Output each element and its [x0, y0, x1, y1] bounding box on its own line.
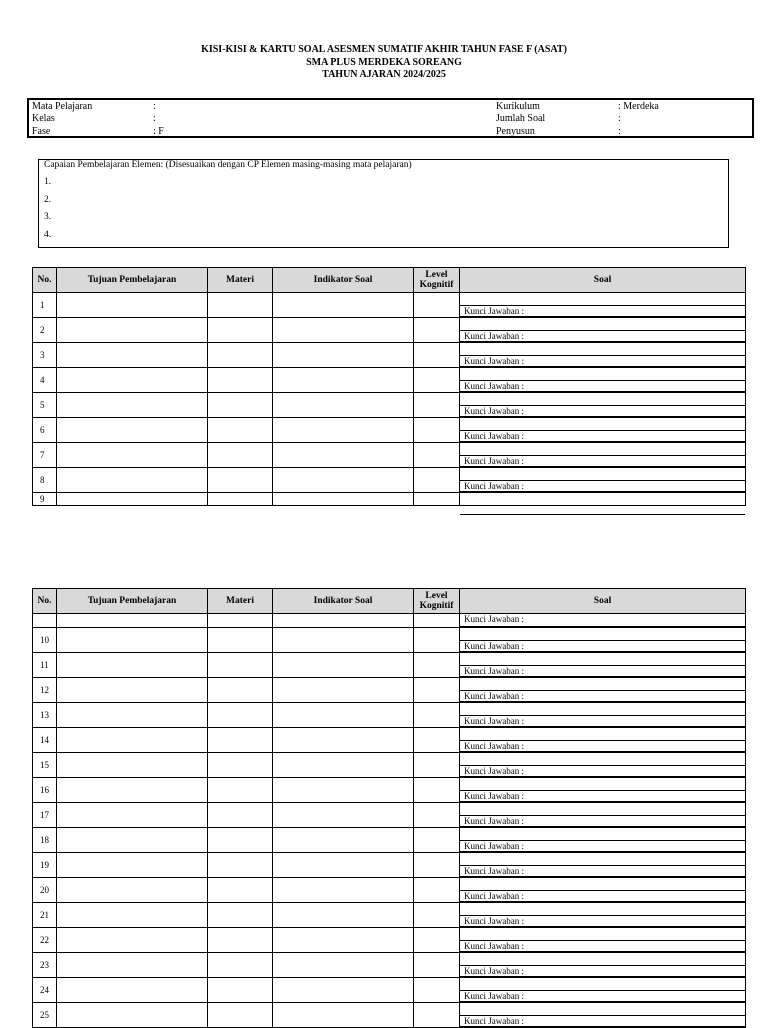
header-title: KISI-KISI & KARTU SOAL ASESMEN SUMATIF AKHIR TAHUN FASE F (ASAT) [201, 44, 567, 55]
soal-cell[interactable] [460, 493, 746, 506]
header-school: SMA PLUS MERDEKA SOREANG [306, 56, 462, 68]
row-number: 7 [33, 443, 57, 468]
level-kognitif-cell[interactable] [414, 393, 460, 418]
indikator-soal-cell[interactable] [273, 614, 414, 628]
indikator-soal-cell[interactable] [273, 318, 414, 343]
kunci-jawaban-label: Kunci Jawaban : [464, 866, 524, 876]
level-kognitif-cell[interactable] [414, 678, 460, 703]
indikator-soal-cell[interactable] [273, 978, 414, 1003]
materi-cell[interactable] [208, 878, 273, 903]
capaian-pembelajaran-box [38, 159, 729, 248]
kunci-jawaban-label: Kunci Jawaban : [464, 791, 524, 801]
mata-pelajaran-value: : [153, 101, 156, 112]
col-materi-header: Materi [208, 589, 273, 614]
cp-item-1: 1. [44, 177, 52, 187]
tujuan-pembelajaran-cell[interactable] [57, 343, 208, 368]
kurikulum-label: Kurikulum [496, 101, 540, 112]
soal-cell[interactable] [460, 468, 746, 493]
level-kognitif-cell[interactable] [414, 978, 460, 1003]
indikator-soal-cell[interactable] [273, 493, 414, 506]
table-row [33, 778, 746, 803]
row-number: 13 [33, 703, 57, 728]
tujuan-pembelajaran-cell[interactable] [57, 418, 208, 443]
row-number: 20 [33, 878, 57, 903]
kunci-jawaban-label: Kunci Jawaban : [464, 966, 524, 976]
table-row [33, 928, 746, 953]
kunci-jawaban-label: Kunci Jawaban : [464, 456, 524, 466]
kunci-jawaban-label: Kunci Jawaban : [464, 356, 524, 366]
indikator-soal-cell[interactable] [273, 703, 414, 728]
kelas-value: : [153, 113, 156, 124]
row-number: 22 [33, 928, 57, 953]
level-kognitif-cell[interactable] [414, 443, 460, 468]
col-soal-header: Soal [460, 589, 746, 614]
fase-label: Fase [32, 126, 51, 137]
materi-cell[interactable] [208, 853, 273, 878]
soal-cell[interactable] [460, 628, 746, 653]
materi-cell[interactable] [208, 628, 273, 653]
tujuan-pembelajaran-cell[interactable] [57, 978, 208, 1003]
materi-cell[interactable] [208, 778, 273, 803]
col-indikator-header: Indikator Soal [273, 589, 414, 614]
table-row [33, 803, 746, 828]
materi-cell[interactable] [208, 653, 273, 678]
materi-cell[interactable] [208, 293, 273, 318]
row-number: 4 [33, 368, 57, 393]
penyusun-value: : [618, 126, 621, 137]
level-kognitif-cell[interactable] [414, 778, 460, 803]
table-row [33, 628, 746, 653]
level-kognitif-cell[interactable] [414, 903, 460, 928]
tujuan-pembelajaran-cell[interactable] [57, 778, 208, 803]
identity-box [27, 98, 754, 138]
tujuan-pembelajaran-cell[interactable] [57, 368, 208, 393]
soal-cell[interactable] [460, 903, 746, 928]
level-kognitif-cell[interactable] [414, 728, 460, 753]
soal-cell[interactable] [460, 343, 746, 368]
tujuan-pembelajaran-cell[interactable] [57, 393, 208, 418]
soal-cell[interactable] [460, 978, 746, 1003]
tujuan-pembelajaran-cell[interactable] [57, 628, 208, 653]
penyusun-label: Penyusun [496, 126, 535, 137]
kunci-jawaban-label: Kunci Jawaban : [464, 614, 524, 624]
table-row [33, 978, 746, 1003]
table-row [33, 728, 746, 753]
level-kognitif-cell[interactable] [414, 878, 460, 903]
materi-cell[interactable] [208, 728, 273, 753]
soal-cell[interactable] [460, 678, 746, 703]
table-row [33, 493, 746, 506]
level-kognitif-cell[interactable] [414, 703, 460, 728]
row-number: 8 [33, 468, 57, 493]
mata-pelajaran-label: Mata Pelajaran [32, 101, 93, 112]
kunci-jawaban-label: Kunci Jawaban : [464, 716, 524, 726]
table-row [33, 443, 746, 468]
indikator-soal-cell[interactable] [273, 953, 414, 978]
tujuan-pembelajaran-cell[interactable] [57, 928, 208, 953]
materi-cell[interactable] [208, 928, 273, 953]
indikator-soal-cell[interactable] [273, 368, 414, 393]
kunci-jawaban-label: Kunci Jawaban : [464, 481, 524, 491]
level-kognitif-cell[interactable] [414, 418, 460, 443]
soal-cell[interactable] [460, 853, 746, 878]
jumlah-soal-value: : [618, 113, 621, 124]
materi-cell[interactable] [208, 678, 273, 703]
tujuan-pembelajaran-cell[interactable] [57, 903, 208, 928]
indikator-soal-cell[interactable] [273, 753, 414, 778]
soal-cell[interactable] [460, 614, 746, 628]
tujuan-pembelajaran-cell[interactable] [57, 753, 208, 778]
level-kognitif-cell[interactable] [414, 828, 460, 853]
tujuan-pembelajaran-cell[interactable] [57, 493, 208, 506]
kunci-jawaban-label: Kunci Jawaban : [464, 691, 524, 701]
kunci-jawaban-label: Kunci Jawaban : [464, 841, 524, 851]
level-kognitif-cell[interactable] [414, 853, 460, 878]
table-row [33, 393, 746, 418]
table-row [33, 653, 746, 678]
soal-divider [460, 1026, 745, 1027]
kunci-jawaban-label: Kunci Jawaban : [464, 666, 524, 676]
indikator-soal-cell[interactable] [273, 803, 414, 828]
level-kognitif-cell[interactable] [414, 653, 460, 678]
level-kognitif-cell[interactable] [414, 953, 460, 978]
tujuan-pembelajaran-cell[interactable] [57, 468, 208, 493]
kisi-kisi-table-2 [32, 588, 746, 1028]
kunci-jawaban-label: Kunci Jawaban : [464, 766, 524, 776]
tujuan-pembelajaran-cell[interactable] [57, 828, 208, 853]
tujuan-pembelajaran-cell[interactable] [57, 703, 208, 728]
table-row [33, 678, 746, 703]
level-kognitif-cell[interactable] [414, 493, 460, 506]
soal-cell[interactable] [460, 293, 746, 318]
materi-cell[interactable] [208, 803, 273, 828]
materi-cell[interactable] [208, 468, 273, 493]
tujuan-pembelajaran-cell[interactable] [57, 853, 208, 878]
indikator-soal-cell[interactable] [273, 628, 414, 653]
row-number: 17 [33, 803, 57, 828]
kunci-jawaban-label: Kunci Jawaban : [464, 306, 524, 316]
materi-cell[interactable] [208, 753, 273, 778]
level-kognitif-cell[interactable] [414, 928, 460, 953]
table-row [33, 293, 746, 318]
table-row [33, 853, 746, 878]
kurikulum-value: : Merdeka [618, 101, 659, 112]
row-number: 10 [33, 628, 57, 653]
soal-cell[interactable] [460, 778, 746, 803]
kisi-kisi-table-1 [32, 267, 746, 506]
level-kognitif-cell[interactable] [414, 318, 460, 343]
level-kognitif-cell[interactable] [414, 368, 460, 393]
col-soal-header: Soal [460, 268, 746, 293]
soal-cell[interactable] [460, 393, 746, 418]
tujuan-pembelajaran-cell[interactable] [57, 653, 208, 678]
tujuan-pembelajaran-cell[interactable] [57, 803, 208, 828]
cp-title: Capaian Pembelajaran Elemen: (Disesuaikan dengan CP Elemen masing-masing mata pelajaran) [44, 160, 412, 170]
table-row [33, 468, 746, 493]
soal-cell[interactable] [460, 368, 746, 393]
level-kognitif-cell[interactable] [414, 468, 460, 493]
indikator-soal-cell[interactable] [273, 343, 414, 368]
indikator-soal-cell[interactable] [273, 678, 414, 703]
kunci-jawaban-label: Kunci Jawaban : [464, 941, 524, 951]
materi-cell[interactable] [208, 614, 273, 628]
level-kognitif-cell[interactable] [414, 803, 460, 828]
materi-cell[interactable] [208, 953, 273, 978]
soal-cell[interactable] [460, 753, 746, 778]
indikator-soal-cell[interactable] [273, 903, 414, 928]
indikator-soal-cell[interactable] [273, 393, 414, 418]
jumlah-soal-label: Jumlah Soal [496, 113, 546, 124]
col-tujuan-header: Tujuan Pembelajaran [57, 589, 208, 614]
tujuan-pembelajaran-cell[interactable] [57, 318, 208, 343]
level-kognitif-cell[interactable] [414, 628, 460, 653]
table-row [33, 343, 746, 368]
soal-cell[interactable] [460, 828, 746, 853]
row-number: 15 [33, 753, 57, 778]
tujuan-pembelajaran-cell[interactable] [57, 953, 208, 978]
row-number: 1 [33, 293, 57, 318]
cp-item-2: 2. [44, 195, 52, 205]
row-number [33, 614, 57, 628]
tujuan-pembelajaran-cell[interactable] [57, 678, 208, 703]
tujuan-pembelajaran-cell[interactable] [57, 293, 208, 318]
kunci-jawaban-label: Kunci Jawaban : [464, 741, 524, 751]
col-no-header: No. [33, 589, 57, 614]
tujuan-pembelajaran-cell[interactable] [57, 728, 208, 753]
tujuan-pembelajaran-cell[interactable] [57, 878, 208, 903]
indikator-soal-cell[interactable] [273, 778, 414, 803]
materi-cell[interactable] [208, 368, 273, 393]
materi-cell[interactable] [208, 393, 273, 418]
indikator-soal-cell[interactable] [273, 418, 414, 443]
row-number: 18 [33, 828, 57, 853]
soal-cell[interactable] [460, 953, 746, 978]
kunci-jawaban-label: Kunci Jawaban : [464, 431, 524, 441]
kunci-jawaban-label: Kunci Jawaban : [464, 991, 524, 1001]
soal-cell[interactable] [460, 443, 746, 468]
cp-item-4: 4. [44, 230, 52, 240]
materi-cell[interactable] [208, 443, 273, 468]
kunci-jawaban-label: Kunci Jawaban : [464, 1016, 524, 1026]
row-number: 3 [33, 343, 57, 368]
table-row [33, 828, 746, 853]
indikator-soal-cell[interactable] [273, 468, 414, 493]
table-row [33, 903, 746, 928]
indikator-soal-cell[interactable] [273, 443, 414, 468]
row-number: 21 [33, 903, 57, 928]
row-number: 19 [33, 853, 57, 878]
soal-divider [460, 514, 745, 515]
kunci-jawaban-label: Kunci Jawaban : [464, 641, 524, 651]
row-number: 11 [33, 653, 57, 678]
row-number: 23 [33, 953, 57, 978]
indikator-soal-cell[interactable] [273, 293, 414, 318]
col-indikator-header: Indikator Soal [273, 268, 414, 293]
row-number: 2 [33, 318, 57, 343]
row-number: 5 [33, 393, 57, 418]
materi-cell[interactable] [208, 318, 273, 343]
indikator-soal-cell[interactable] [273, 728, 414, 753]
row-number: 6 [33, 418, 57, 443]
indikator-soal-cell[interactable] [273, 653, 414, 678]
materi-cell[interactable] [208, 828, 273, 853]
soal-cell[interactable] [460, 728, 746, 753]
col-tujuan-header: Tujuan Pembelajaran [57, 268, 208, 293]
materi-cell[interactable] [208, 978, 273, 1003]
kunci-jawaban-label: Kunci Jawaban : [464, 916, 524, 926]
row-number: 25 [33, 1003, 57, 1028]
table-row [33, 614, 746, 628]
level-kognitif-cell[interactable] [414, 343, 460, 368]
kunci-jawaban-label: Kunci Jawaban : [464, 406, 524, 416]
indikator-soal-cell[interactable] [273, 928, 414, 953]
row-number: 9 [33, 493, 57, 506]
soal-cell[interactable] [460, 803, 746, 828]
soal-cell[interactable] [460, 878, 746, 903]
header-year: TAHUN AJARAN 2024/2025 [322, 69, 446, 80]
materi-cell[interactable] [208, 343, 273, 368]
row-number: 12 [33, 678, 57, 703]
tujuan-pembelajaran-cell[interactable] [57, 443, 208, 468]
indikator-soal-cell[interactable] [273, 853, 414, 878]
col-materi-header: Materi [208, 268, 273, 293]
level-kognitif-cell[interactable] [414, 614, 460, 628]
materi-cell[interactable] [208, 493, 273, 506]
indikator-soal-cell[interactable] [273, 878, 414, 903]
level-kognitif-cell[interactable] [414, 753, 460, 778]
indikator-soal-cell[interactable] [273, 828, 414, 853]
col-level-header: Level Kognitif [414, 589, 460, 614]
cp-item-3: 3. [44, 212, 52, 222]
document-header [0, 44, 768, 82]
soal-divider [460, 491, 745, 492]
row-number: 24 [33, 978, 57, 1003]
table-row [33, 318, 746, 343]
tujuan-pembelajaran-cell[interactable] [57, 614, 208, 628]
materi-cell[interactable] [208, 418, 273, 443]
col-no-header: No. [33, 268, 57, 293]
fase-value: : F [153, 126, 164, 137]
row-number: 14 [33, 728, 57, 753]
materi-cell[interactable] [208, 903, 273, 928]
kelas-label: Kelas [32, 113, 55, 124]
kunci-jawaban-label: Kunci Jawaban : [464, 816, 524, 826]
materi-cell[interactable] [208, 703, 273, 728]
soal-cell[interactable] [460, 928, 746, 953]
row-number: 16 [33, 778, 57, 803]
table-row [33, 418, 746, 443]
table-row [33, 953, 746, 978]
soal-cell[interactable] [460, 653, 746, 678]
table-row [33, 753, 746, 778]
table-row [33, 878, 746, 903]
soal-cell[interactable] [460, 318, 746, 343]
kunci-jawaban-label: Kunci Jawaban : [464, 891, 524, 901]
soal-cell[interactable] [460, 703, 746, 728]
col-level-header: Level Kognitif [414, 268, 460, 293]
kunci-jawaban-label: Kunci Jawaban : [464, 381, 524, 391]
level-kognitif-cell[interactable] [414, 293, 460, 318]
table-row [33, 368, 746, 393]
kunci-jawaban-label: Kunci Jawaban : [464, 331, 524, 341]
table-row [33, 703, 746, 728]
soal-cell[interactable] [460, 418, 746, 443]
